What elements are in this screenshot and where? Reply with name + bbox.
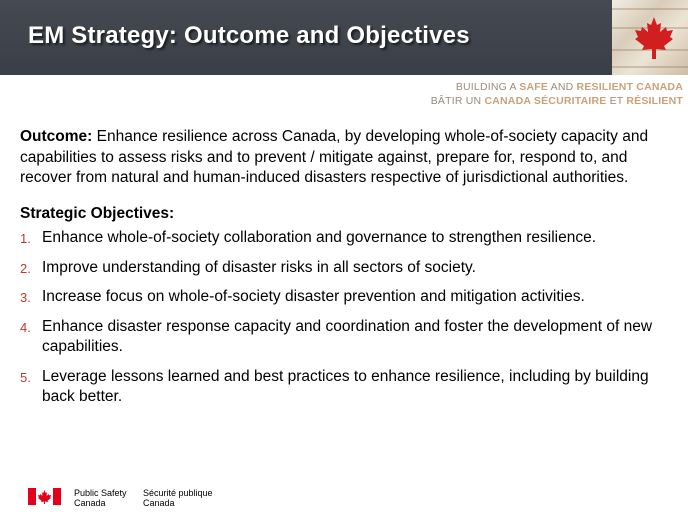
outcome-paragraph (20, 127, 670, 189)
objective-text: Leverage lessons learned and best practices to enhance resilience, including by building back better. (42, 367, 649, 405)
objective-text: Enhance disaster response capacity and coordination and foster the development of new capabilities. (42, 317, 653, 355)
objective-item (20, 228, 670, 249)
objectives-heading: Strategic Objectives: (20, 204, 175, 222)
objective-number: 3. (20, 290, 31, 305)
maple-leaf-icon (634, 16, 674, 60)
objective-number: 4. (20, 319, 31, 335)
outcome-label: Outcome: (20, 128, 93, 145)
objectives-list (20, 228, 670, 408)
objective-text: Enhance whole-of-society collaboration and governance to strengthen resilience. (42, 229, 597, 246)
objective-item (20, 258, 670, 279)
tagline-english: BUILDING A SAFE AND RESILIENT CANADA (455, 81, 683, 93)
slide-content (20, 127, 670, 417)
objective-number: 5. (20, 369, 31, 385)
objective-number: 2. (20, 260, 31, 276)
objective-item (20, 367, 670, 408)
header-bar (0, 0, 612, 75)
objective-number: 1. (20, 231, 31, 246)
objective-item (20, 287, 670, 308)
tagline (431, 80, 683, 108)
maple-leaf-photo (612, 0, 688, 75)
tagline-french: BÂTIR UN CANADA SÉCURITAIRE ET RÉSILIENT (430, 95, 683, 107)
objective-item (20, 317, 670, 358)
slide-title: EM Strategy: Outcome and Objectives (28, 22, 470, 49)
canada-flag-icon (28, 488, 61, 505)
outcome-text: Enhance resilience across Canada, by developing whole-of-society capacity and capabilities to assess risks and to prevent / mitigate against, prepare for, respond to, and recover from natural and human-induced disasters respective of jurisdictional authorities. (20, 128, 649, 186)
department-name-english: Public Safety Canada (74, 488, 127, 508)
objective-text: Improve understanding of disaster risks in all sectors of society. (42, 258, 476, 276)
objective-text: Increase focus on whole-of-society disaster prevention and mitigation activities. (42, 288, 585, 305)
department-name-french: Sécurité publique Canada (143, 488, 213, 508)
